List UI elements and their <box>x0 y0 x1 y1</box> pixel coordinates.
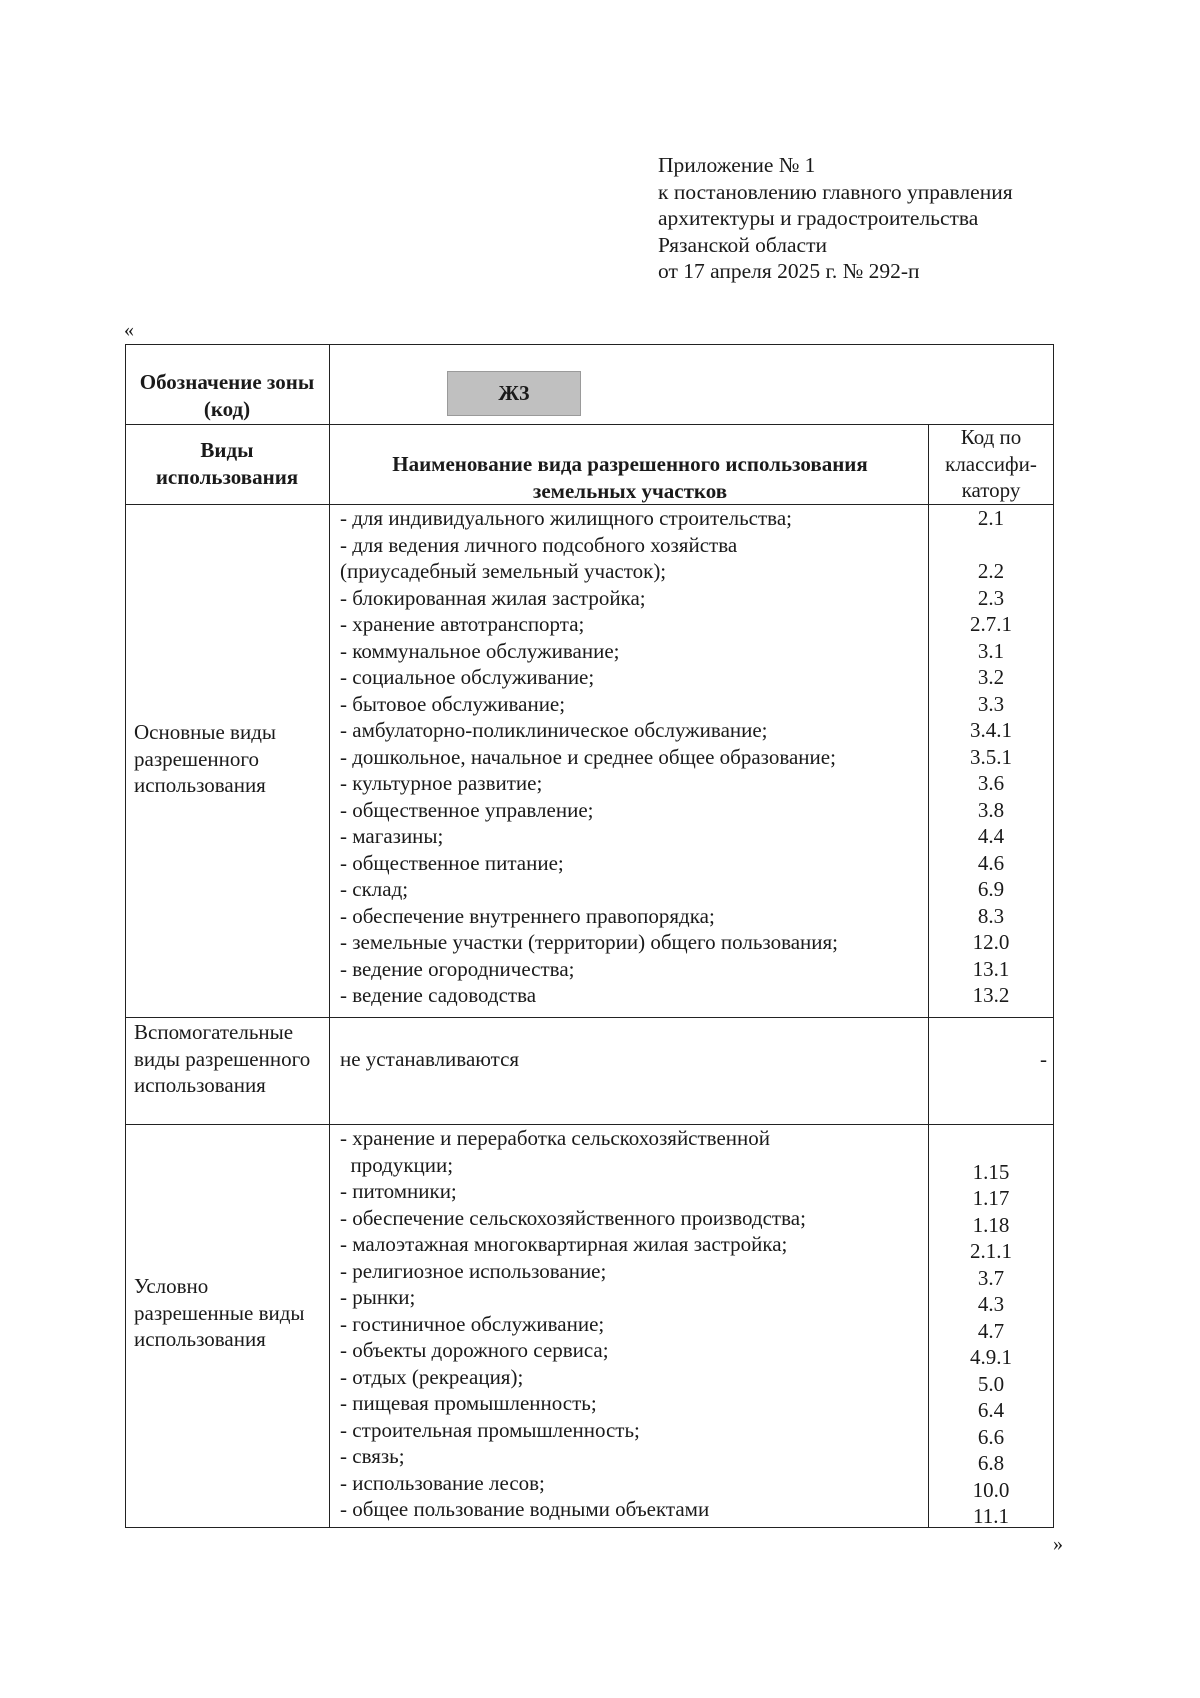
use-item: - связь; <box>340 1444 405 1468</box>
appendix-line: от 17 апреля 2025 г. № 292-п <box>658 259 920 283</box>
use-item: - бытовое обслуживание; <box>340 691 566 716</box>
table-rule <box>1053 344 1054 1528</box>
use-item: - хранение и переработка сельскохозяйственной <box>340 1126 771 1150</box>
code-item: 1.17 <box>972 1186 1010 1210</box>
code-list-conditional <box>929 1132 1053 1530</box>
column-header-types: Виды использования <box>155 438 299 489</box>
code-item: 4.4 <box>977 824 1005 848</box>
use-item: - для ведения личного подсобного хозяйства <box>340 532 738 557</box>
code-item: 2.1 <box>977 506 1005 530</box>
group-label-auxiliary: Вспомогательные виды разрешенного использования <box>134 1020 311 1097</box>
code-item: 4.3 <box>977 1292 1005 1316</box>
use-list-auxiliary <box>340 1046 519 1073</box>
appendix-line: Рязанской области <box>658 232 827 257</box>
code-item: 6.8 <box>977 1451 1005 1475</box>
use-item: (приусадебный земельный участок); <box>340 559 667 583</box>
code-item: 4.9.1 <box>970 1345 1012 1369</box>
use-item: не устанавливаются <box>340 1047 520 1071</box>
code-item: 3.3 <box>977 691 1005 716</box>
closing-quote: » <box>1053 1533 1063 1555</box>
code-item: 2.7.1 <box>970 612 1012 636</box>
code-item: 3.6 <box>977 771 1005 795</box>
appendix-line: архитектуры и градостроительства <box>658 206 979 230</box>
code-item: 11.1 <box>973 1504 1009 1528</box>
table-rule <box>125 1017 1054 1018</box>
use-item: - использование лесов; <box>340 1470 545 1495</box>
use-item: - магазины; <box>340 824 444 848</box>
code-item: 13.2 <box>972 983 1010 1007</box>
code-item: 1.15 <box>972 1159 1010 1184</box>
group-label-main: Основные виды разрешенного использования <box>134 720 277 797</box>
use-item: - хранение автотранспорта; <box>340 612 585 636</box>
code-item: 6.9 <box>977 877 1005 901</box>
code-item: 2.3 <box>977 585 1005 610</box>
use-item: - общественное питание; <box>340 850 564 875</box>
appendix-header <box>658 152 1138 285</box>
code-list-main <box>929 505 1053 1009</box>
code-item: 3.1 <box>977 638 1005 663</box>
use-item: - склад; <box>340 877 409 901</box>
use-item: - культурное развитие; <box>340 771 543 795</box>
code-item: 4.6 <box>977 850 1005 875</box>
table-rule <box>125 424 1054 425</box>
use-item: продукции; <box>340 1152 454 1177</box>
use-item: - гостиничное обслуживание; <box>340 1311 605 1336</box>
table-rule <box>125 344 1054 345</box>
use-item: - ведение огородничества; <box>340 956 575 981</box>
use-item: - объекты дорожного сервиса; <box>340 1338 609 1362</box>
use-item: - отдых (рекреация); <box>340 1364 524 1389</box>
use-item: - общее пользование водными объектами <box>340 1497 710 1521</box>
use-list-conditional <box>340 1125 806 1523</box>
use-item: - коммунальное обслуживание; <box>340 638 620 663</box>
code-item: 3.7 <box>977 1265 1005 1290</box>
code-item: 8.3 <box>977 903 1005 928</box>
group-label-conditional: Условно разрешенные виды использования <box>134 1274 305 1351</box>
code-item: 12.0 <box>972 930 1010 954</box>
use-item: - дошкольное, начальное и среднее общее образование; <box>340 744 836 769</box>
code-item: - <box>1040 1047 1047 1071</box>
use-item: - обеспечение сельскохозяйственного производства; <box>340 1205 806 1230</box>
appendix-line: к постановлению главного управления <box>658 179 1013 204</box>
code-item: 6.4 <box>977 1398 1005 1422</box>
code-item <box>929 532 1053 559</box>
code-item: 3.5.1 <box>970 744 1012 769</box>
zone-table <box>125 344 1054 1528</box>
use-item: - для индивидуального жилищного строительства; <box>340 506 792 530</box>
code-item: 2.2 <box>977 559 1005 583</box>
code-item: 10.0 <box>972 1477 1010 1502</box>
code-item: 1.18 <box>972 1212 1010 1237</box>
table-rule <box>125 344 126 1528</box>
use-item: - питомники; <box>340 1179 457 1203</box>
table-rule <box>329 344 330 1528</box>
use-item: - строительная промышленность; <box>340 1417 640 1442</box>
use-item: - социальное обслуживание; <box>340 665 595 689</box>
use-item: - блокированная жилая застройка; <box>340 585 646 610</box>
appendix-line: Приложение № 1 <box>658 153 816 177</box>
use-item: - пищевая промышленность; <box>340 1391 597 1415</box>
use-item: - рынки; <box>340 1285 416 1309</box>
table-rule <box>125 1527 1054 1528</box>
column-header-names: Наименование вида разрешенного использования земельных участков <box>392 452 868 503</box>
opening-quote: « <box>124 319 134 341</box>
code-item: 5.0 <box>977 1371 1005 1396</box>
use-item: - амбулаторно-поликлиническое обслуживание; <box>340 718 768 742</box>
code-list-auxiliary <box>929 1046 1053 1073</box>
use-list-main <box>340 505 838 1009</box>
code-item: 3.2 <box>977 665 1005 689</box>
use-item: - земельные участки (территории) общего пользования; <box>340 930 839 954</box>
code-item: 2.1.1 <box>970 1239 1012 1263</box>
code-item: 6.6 <box>977 1424 1005 1449</box>
code-item: 3.4.1 <box>970 718 1012 742</box>
use-item: - обеспечение внутреннего правопорядка; <box>340 903 715 928</box>
code-item: 3.8 <box>977 797 1005 822</box>
use-item: - религиозное использование; <box>340 1258 607 1283</box>
use-item: - ведение садоводства <box>340 983 537 1007</box>
zone-code-badge: Ж3 <box>447 371 581 416</box>
column-header-codes: Код по классифи-катору <box>945 425 1037 502</box>
zone-label: Обозначение зоны (код) <box>139 370 315 421</box>
code-item: 4.7 <box>977 1318 1005 1343</box>
code-item <box>929 1132 1053 1159</box>
code-item: 13.1 <box>972 956 1010 981</box>
use-item: - малоэтажная многоквартирная жилая застройка; <box>340 1232 788 1256</box>
use-item: - общественное управление; <box>340 797 594 822</box>
